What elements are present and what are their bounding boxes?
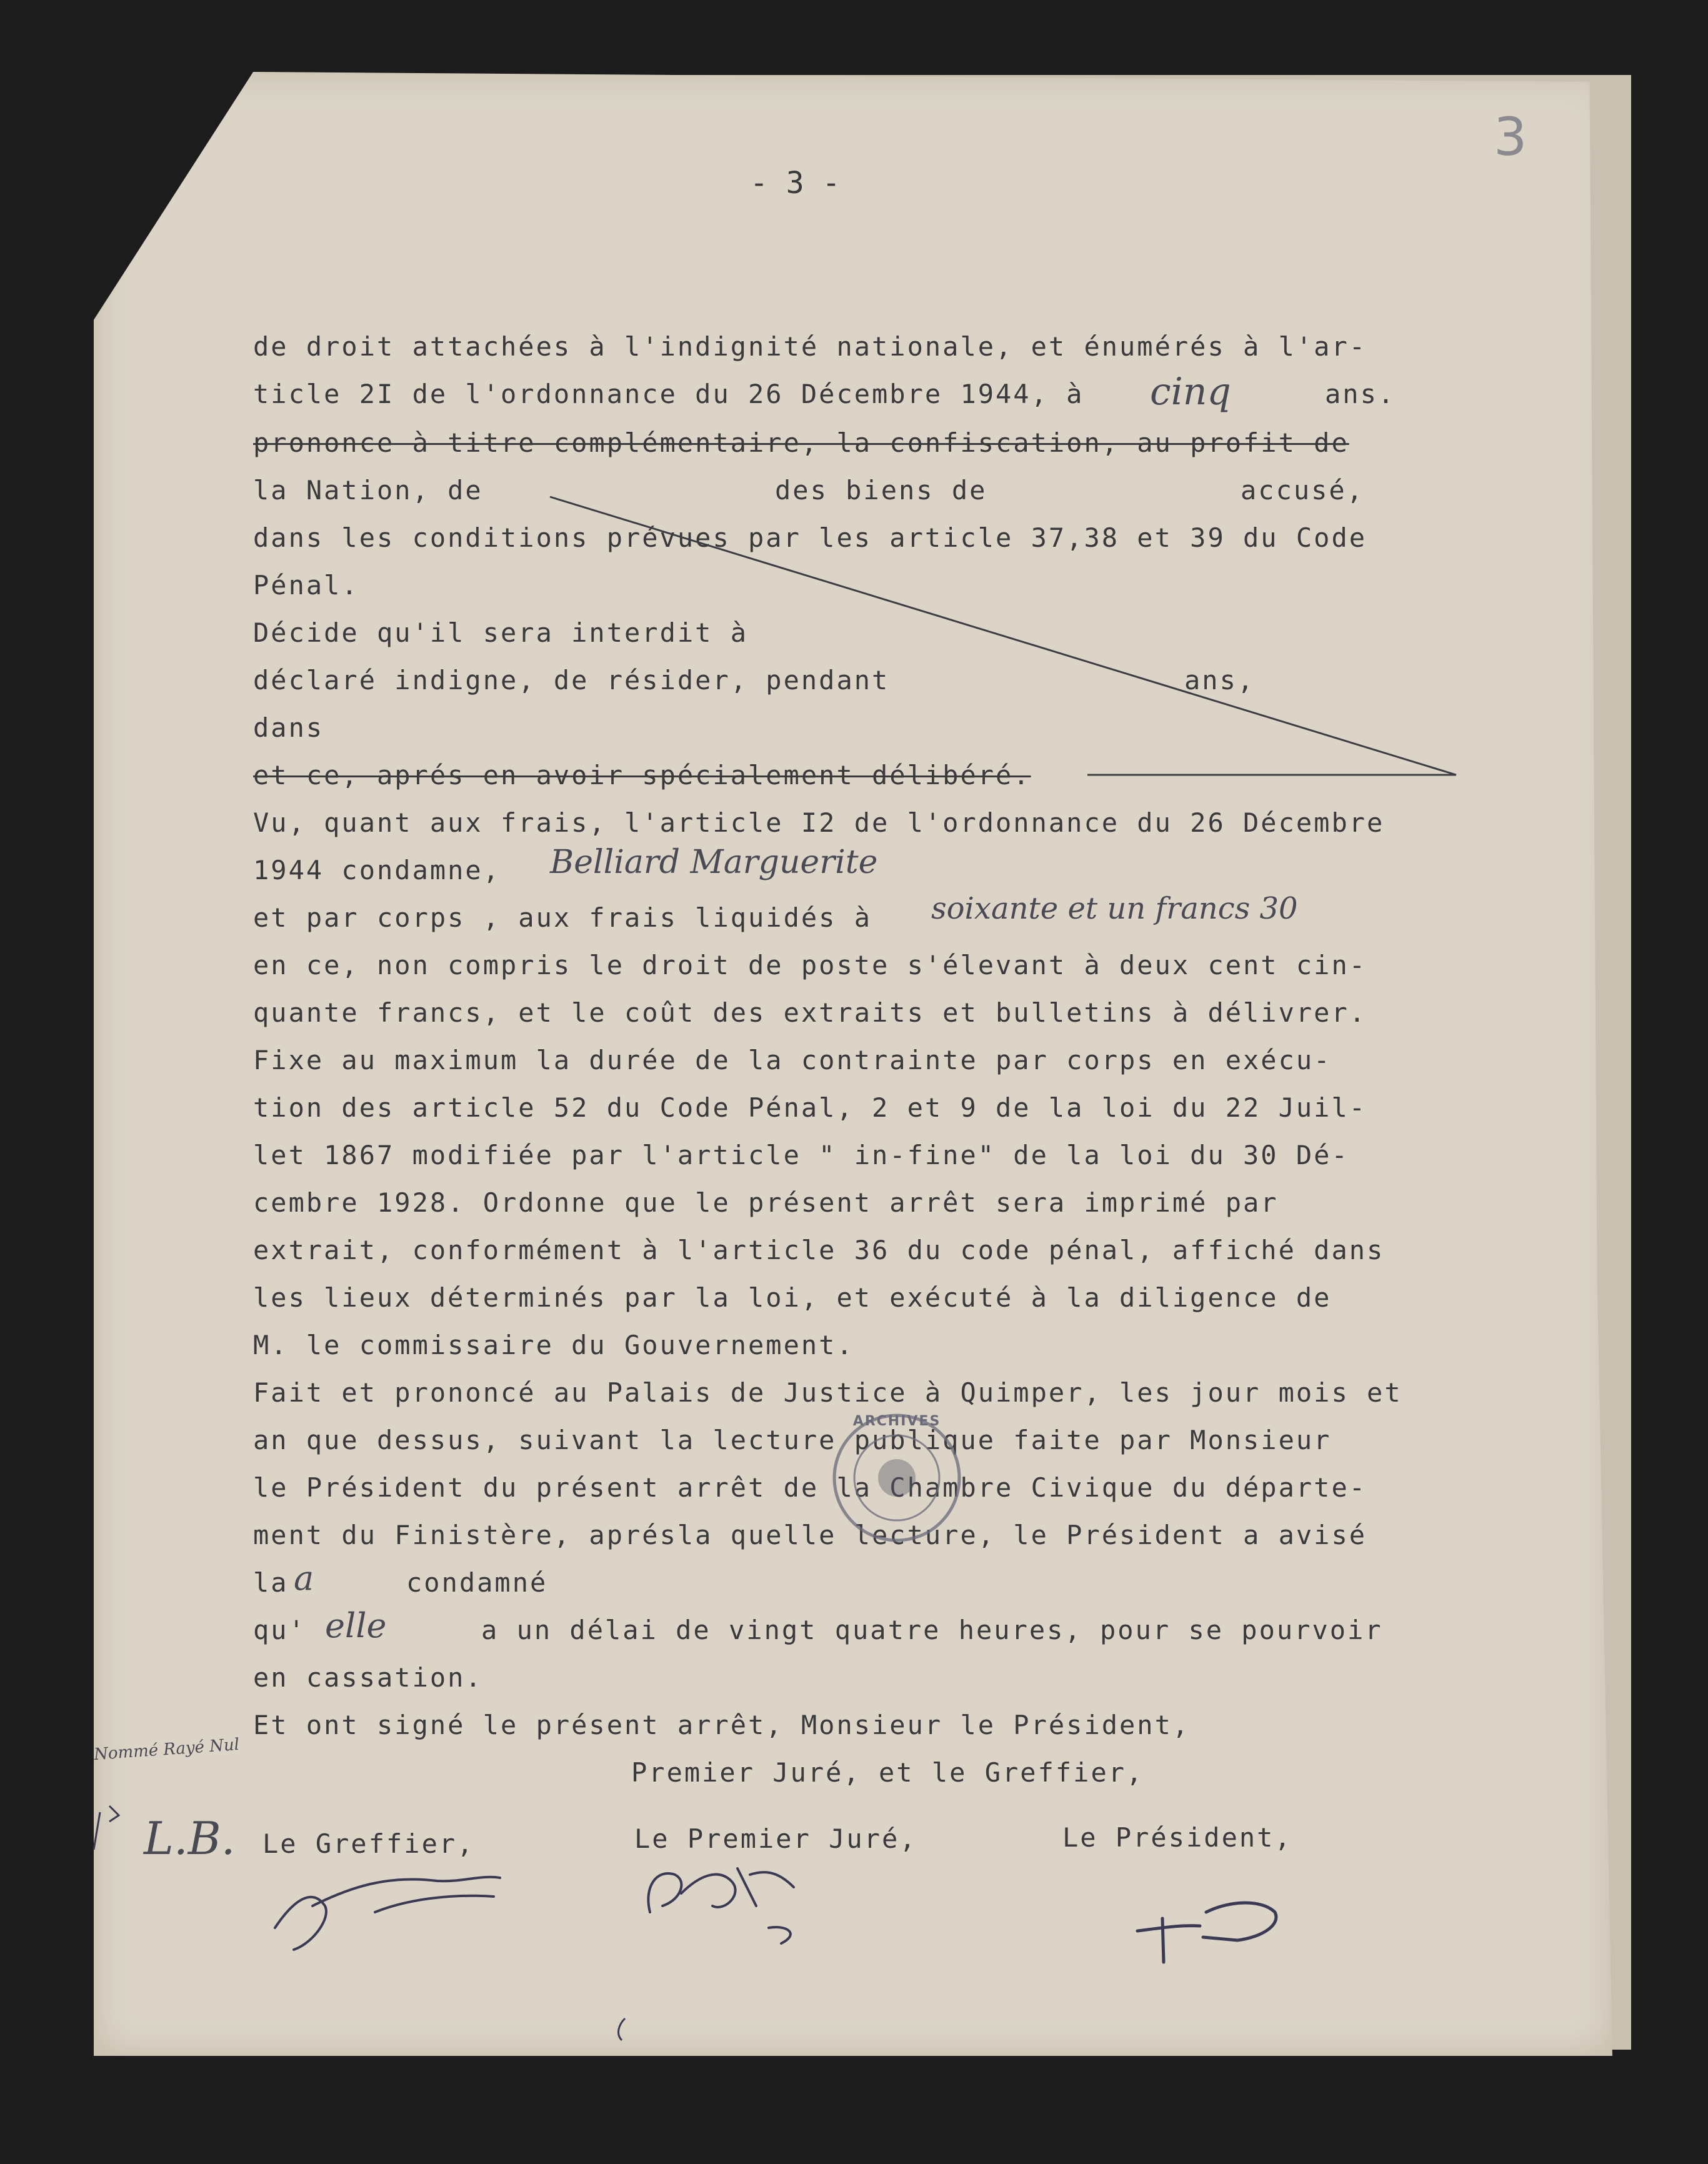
text-line-decide: Décide qu'il sera interdit à	[253, 617, 749, 648]
text-line-cassation: en cassation.	[253, 1662, 483, 1693]
text-line-quante: quante francs, et le coût des extraits et bulletins à délivrer.	[253, 997, 1367, 1028]
text-line-ont-signe: Et ont signé le présent arrêt, Monsieur le Président,	[253, 1710, 1191, 1740]
text-line-delai: a un délai de vingt quatre heures, pour se pourvoir	[481, 1615, 1383, 1645]
archive-stamp-label: ARCHIVES	[852, 1414, 941, 1429]
premier-jure-signature	[648, 1868, 794, 1943]
text-line-frais: Vu, quant aux frais, l'article I2 de l'ordonnance du 26 Décembre	[253, 807, 1385, 838]
margin-note: Nommé Rayé Nul	[93, 1735, 240, 1765]
text-line-poste: en ce, non compris le droit de poste s'élevant à deux cent cin-	[253, 950, 1367, 980]
text-line-condamne-word: condamné	[406, 1567, 548, 1598]
text-line-president: le Président du présent arrêt de la Chambre Civique du départe-	[253, 1472, 1367, 1503]
text-line-penal: Pénal.	[253, 570, 359, 601]
text-line-condamne: 1944 condamne,	[253, 855, 501, 885]
text-line-2-end: ans.	[1325, 379, 1396, 409]
struck-line-confiscation: prononce à titre complémentaire, la confiscation, au profit de	[253, 427, 1349, 458]
text-line-declare: déclaré indigne, de résider, pendant	[253, 665, 890, 696]
greffier-signature	[275, 1877, 500, 1950]
president-signature	[1137, 1903, 1276, 1962]
handwritten-pronoun: elle	[325, 1606, 387, 1645]
text-line-la: la	[253, 1567, 289, 1598]
ink-tick-mark	[619, 2018, 625, 2040]
text-line-1: de droit attachées à l'indignité nationale, et énumérés à l'ar-	[253, 331, 1367, 362]
text-line-ment: ment du Finistère, aprésla quelle lecture, le Président a avisé	[253, 1520, 1367, 1550]
text-line-let: let 1867 modifiée par l'article " in-fine" de la loi du 30 Dé-	[253, 1140, 1349, 1170]
struck-line-delibere: et ce, aprés en avoir spécialement délibéré.	[253, 760, 1031, 790]
text-line-lieux: les lieux déterminés par la loi, et exécuté à la diligence de	[253, 1282, 1332, 1313]
text-line-dans: dans	[253, 712, 324, 743]
greffier-label: Le Greffier,	[262, 1828, 475, 1859]
president-label: Le Président,	[1062, 1822, 1292, 1853]
margin-check-mark	[94, 1806, 119, 1850]
corner-pencil-number: 3	[1494, 106, 1527, 167]
text-line-accuse: accusé,	[1241, 475, 1365, 506]
handwritten-article: a	[294, 1558, 314, 1598]
text-line-premier-jure: Premier Juré, et le Greffier,	[631, 1757, 1144, 1788]
text-line-commissaire: M. le commissaire du Gouvernement.	[253, 1330, 854, 1360]
handwritten-amount: soixante et un francs 30	[931, 891, 1298, 926]
handwritten-name: Belliard Marguerite	[550, 844, 878, 881]
text-line-an: an que dessus, suivant la lecture publique faite par Monsieur	[253, 1425, 1332, 1455]
text-line-nation: la Nation, de	[253, 475, 483, 506]
text-line-par-corps: et par corps , aux frais liquidés à	[253, 902, 872, 933]
text-line-fixe: Fixe au maximum la durée de la contrainte par corps en exécu-	[253, 1045, 1332, 1075]
text-line-conditions: dans les conditions prévues par les article 37,38 et 39 du Code	[253, 522, 1367, 553]
archive-stamp	[834, 1415, 959, 1540]
margin-initials: L.B.	[144, 1812, 236, 1865]
text-line-qu: qu'	[253, 1615, 306, 1645]
text-line-extrait: extrait, conformément à l'article 36 du code pénal, affiché dans	[253, 1235, 1385, 1265]
text-line-cembre: cembre 1928. Ordonne que le présent arrêt sera imprimé par	[253, 1187, 1279, 1218]
premier-jure-label: Le Premier Juré,	[634, 1823, 917, 1854]
text-line-2: ticle 2I de l'ordonnance du 26 Décembre 1944, à	[253, 379, 1084, 409]
text-line-tion: tion des article 52 du Code Pénal, 2 et 9 de la loi du 22 Juil-	[253, 1092, 1367, 1123]
page-number: - 3 -	[750, 166, 841, 201]
cancel-diagonal-line	[550, 497, 1456, 775]
handwritten-years: cinq	[1150, 370, 1231, 414]
text-line-fait: Fait et prononcé au Palais de Justice à Quimper, les jour mois et	[253, 1377, 1402, 1408]
text-line-ans: ans,	[1184, 665, 1256, 696]
text-line-biens: des biens de	[775, 475, 987, 506]
